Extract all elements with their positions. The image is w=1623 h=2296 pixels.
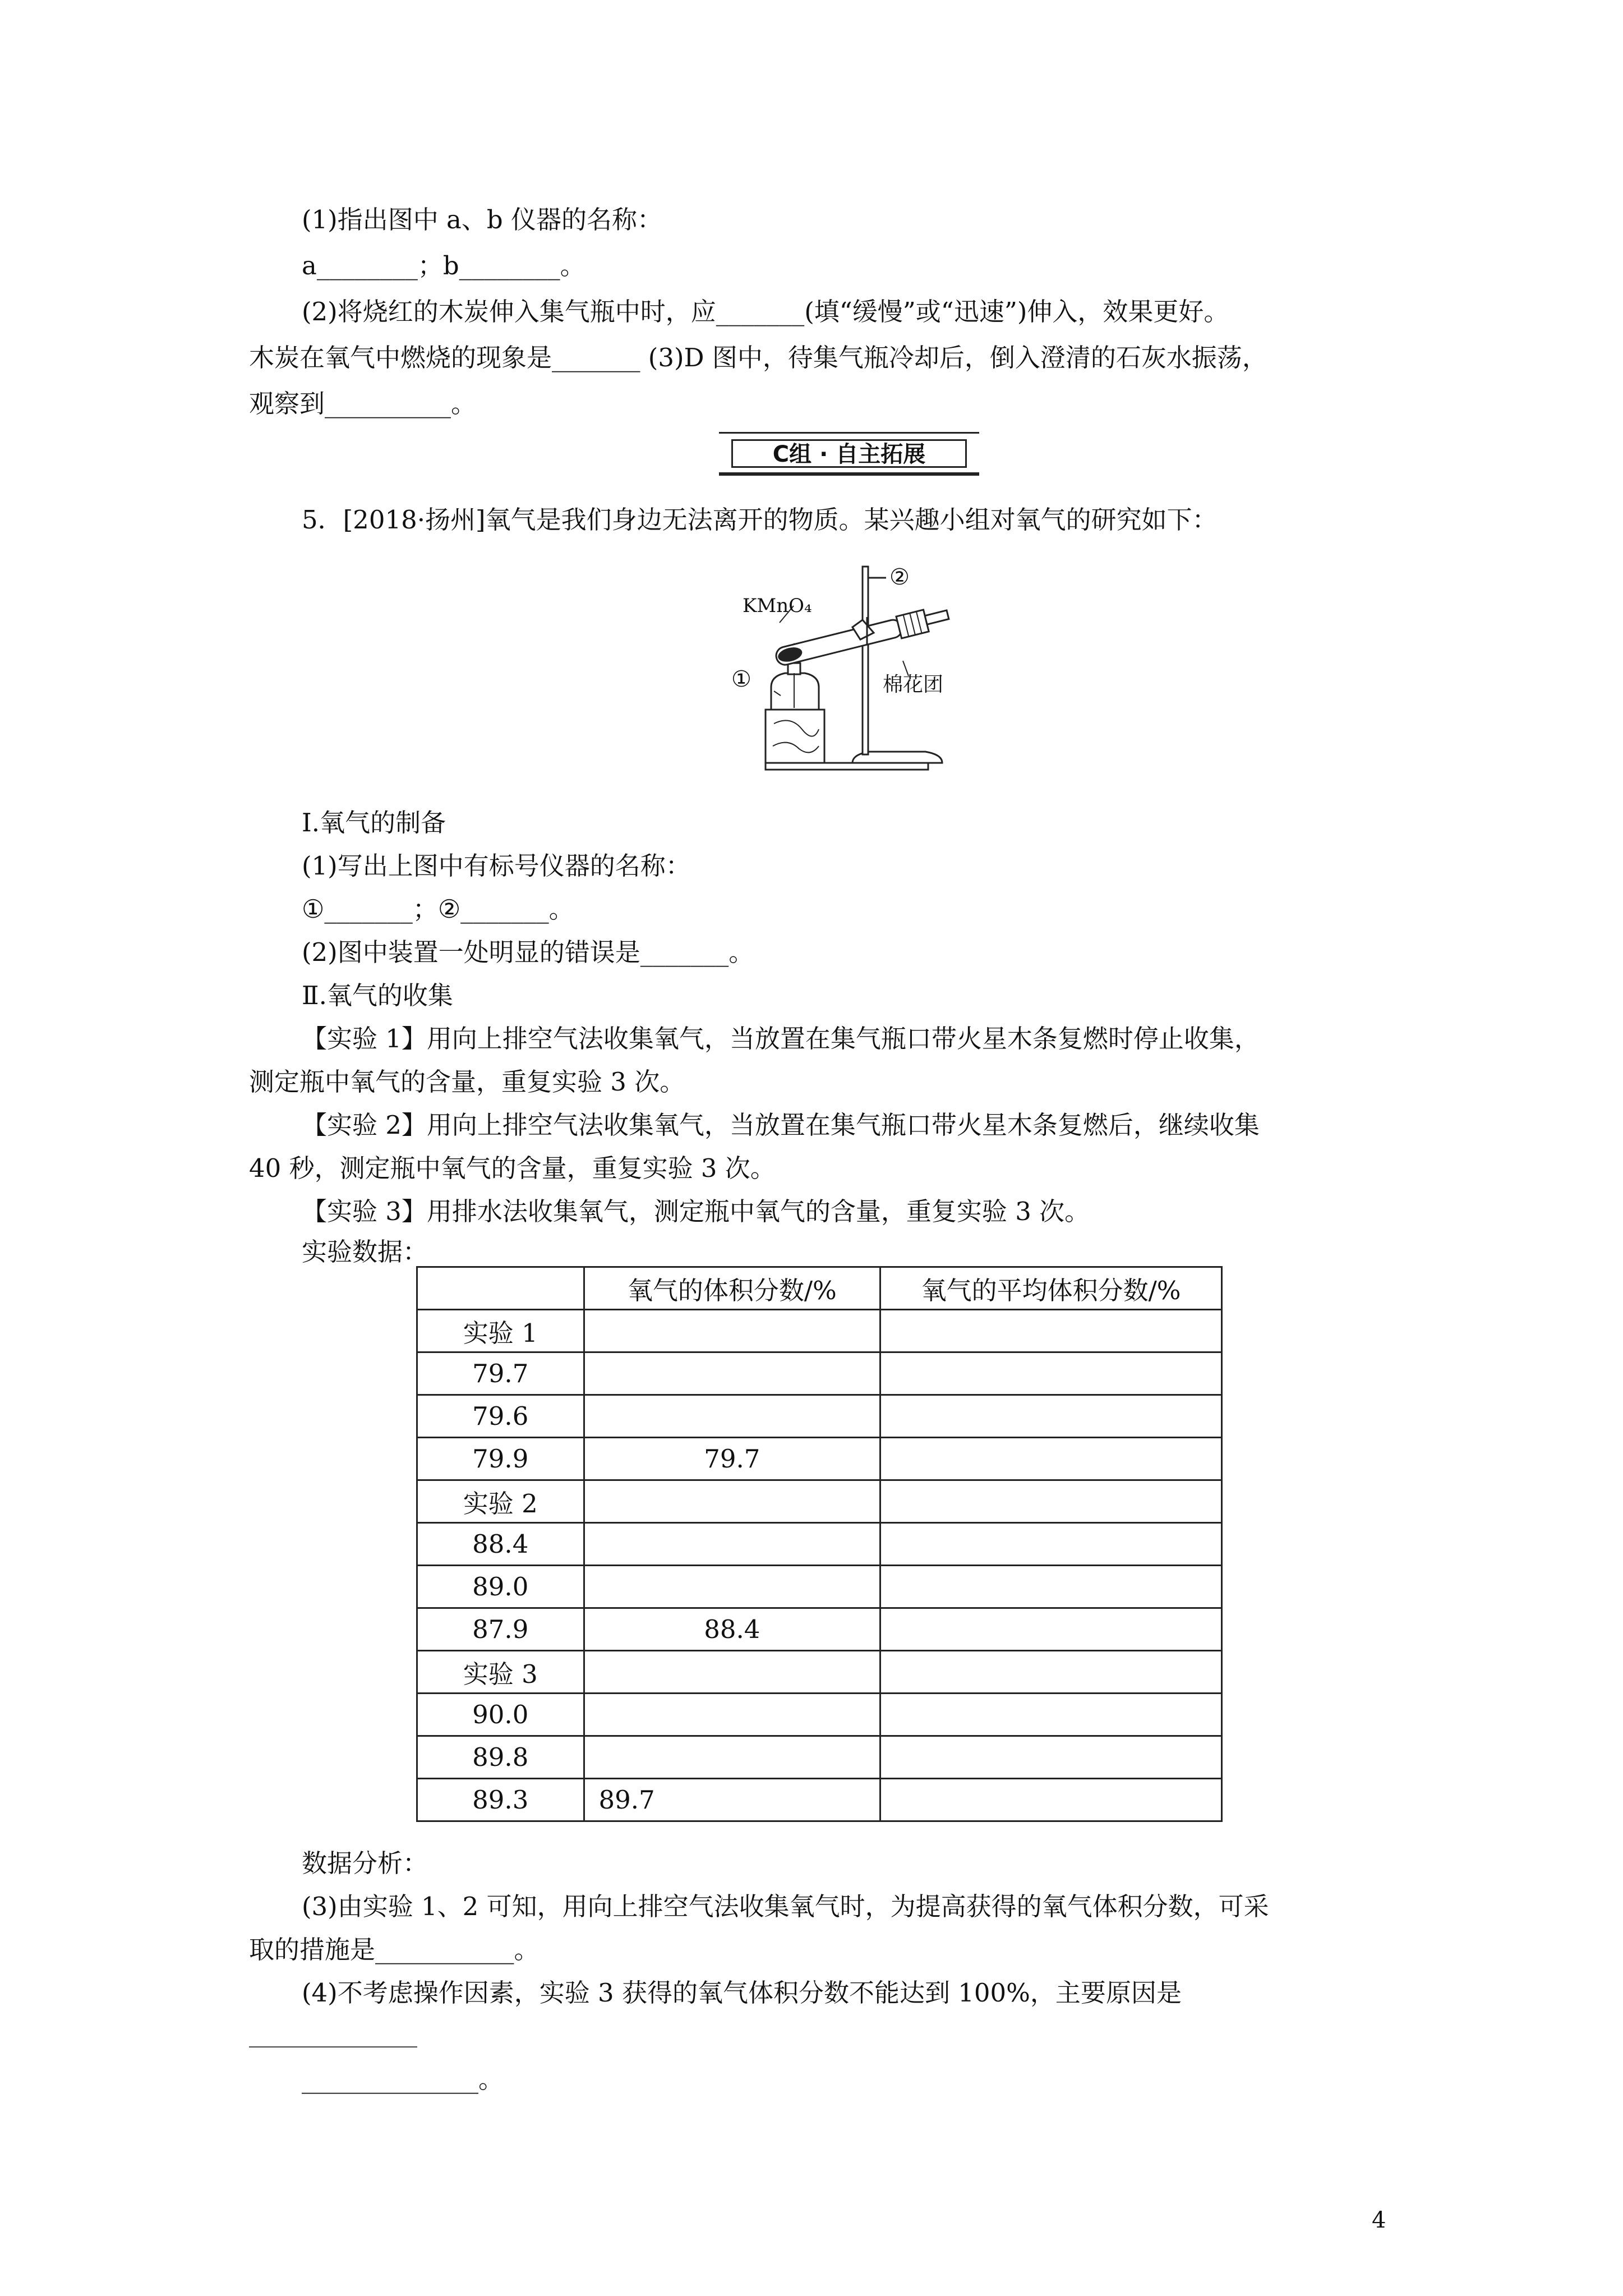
q4-line-4: 木炭在氧气中燃烧的现象是_______ (3)D 图中，待集气瓶冷却后，倒入澄清的石灰水振荡， [249,343,1267,372]
answer-blank-line [249,2046,417,2047]
table-cell: 87.9 [417,1608,584,1651]
table-cell: 79.6 [417,1395,584,1438]
label-kmno4: KMnO₄ [743,595,812,617]
table-cell [584,1651,880,1694]
table-cell [880,1480,1222,1523]
table-row [417,1566,1222,1608]
apparatus-figure [731,561,981,785]
table-cell [880,1779,1222,1821]
table-cell: 实验 2 [417,1480,584,1523]
table-cell: 79.7 [417,1352,584,1395]
table-cell [880,1736,1222,1779]
table-cell [584,1310,880,1352]
table-row [417,1352,1222,1395]
table-cell: 88.4 [584,1608,880,1651]
q4-line-5: 观察到__________。 [249,389,477,418]
table-row [417,1736,1222,1779]
data-label: 实验数据： [302,1237,428,1267]
table-cell [584,1566,880,1608]
table-cell: 实验 1 [417,1310,584,1352]
table-cell [880,1352,1222,1395]
table-cell: 89.3 [417,1779,584,1821]
q5-p5-line-c: ______________。 [302,2064,504,2094]
q4-line-3: (2)将烧红的木炭伸入集气瓶中时，应_______(填“缓慢”或“迅速”)伸入，效果更好。 [302,297,1229,326]
data-table [416,1266,1223,1822]
table-cell [880,1694,1222,1736]
table-cell: 89.7 [584,1779,880,1821]
q5-p3: (2)图中装置一处明显的错误是_______。 [302,937,754,967]
section-banner [719,432,979,476]
table-row [417,1523,1222,1566]
table-cell: 79.9 [417,1438,584,1480]
q5-p1: (1)写出上图中有标号仪器的名称： [302,851,691,881]
table-cell: 90.0 [417,1694,584,1736]
table-cell [584,1736,880,1779]
table-row [417,1694,1222,1736]
table-cell [880,1608,1222,1651]
label-circle-one: ① [731,666,751,692]
q5-p2: ①_______；②_______。 [302,894,574,924]
table-row [417,1651,1222,1694]
q5-p4-line-a: (3)由实验 1、2 可知，用向上排空气法收集氧气时，为提高获得的氧气体积分数，可采 [302,1892,1269,1921]
table-row [417,1608,1222,1651]
table-cell [584,1480,880,1523]
table-header [417,1267,584,1310]
exp3-line: 【实验 3】用排水法收集氧气，测定瓶中氧气的含量，重复实验 3 次。 [302,1197,1090,1226]
part1-title: Ⅰ.氧气的制备 [302,808,446,838]
table-cell: 89.8 [417,1736,584,1779]
section-title: C组 · 自主拓展 [731,439,967,468]
table-cell [584,1395,880,1438]
table-cell: 实验 3 [417,1651,584,1694]
table-row [417,1310,1222,1352]
exp1-line-b: 测定瓶中氧气的含量，重复实验 3 次。 [249,1067,685,1097]
table-row [417,1779,1222,1821]
table-header: 氧气的平均体积分数/% [880,1267,1222,1310]
q5-intro: 5．[2018·扬州]氧气是我们身边无法离开的物质。某兴趣小组对氧气的研究如下： [302,505,1218,535]
q5-p4-line-b: 取的措施是___________。 [249,1935,540,1964]
table-row [417,1395,1222,1438]
table-cell [880,1651,1222,1694]
table-cell [880,1566,1222,1608]
q5-p5-line-a: (4)不考虑操作因素，实验 3 获得的氧气体积分数不能达到 100%，主要原因是 [302,1978,1182,2008]
part2-title: Ⅱ.氧气的收集 [302,981,453,1010]
q4-line-2: a________；b________。 [302,251,585,280]
exp2-line-b: 40 秒，测定瓶中氧气的含量，重复实验 3 次。 [249,1153,776,1183]
exp1-line-a: 【实验 1】用向上排空气法收集氧气，当放置在集气瓶口带火星木条复燃时停止收集， [302,1024,1260,1053]
table-cell [880,1310,1222,1352]
table-cell: 79.7 [584,1438,880,1480]
analysis-label: 数据分析： [302,1848,428,1878]
table-cell: 88.4 [417,1523,584,1566]
table-row [417,1480,1222,1523]
exp2-line-a: 【实验 2】用向上排空气法收集氧气，当放置在集气瓶口带火星木条复燃后，继续收集 [302,1110,1260,1140]
table-cell [880,1395,1222,1438]
table-row [417,1438,1222,1480]
table-cell [584,1523,880,1566]
table-cell [584,1694,880,1736]
table-header-row [417,1267,1222,1310]
table-cell [880,1523,1222,1566]
label-circle-two: ② [889,564,910,590]
label-cotton: 棉花团 [883,673,944,696]
table-header: 氧气的体积分数/% [584,1267,880,1310]
q4-line-1: (1)指出图中 a、b 仪器的名称： [302,205,662,234]
table-cell: 89.0 [417,1566,584,1608]
page-number: 4 [1372,2207,1386,2233]
table-cell [584,1352,880,1395]
table-cell [880,1438,1222,1480]
